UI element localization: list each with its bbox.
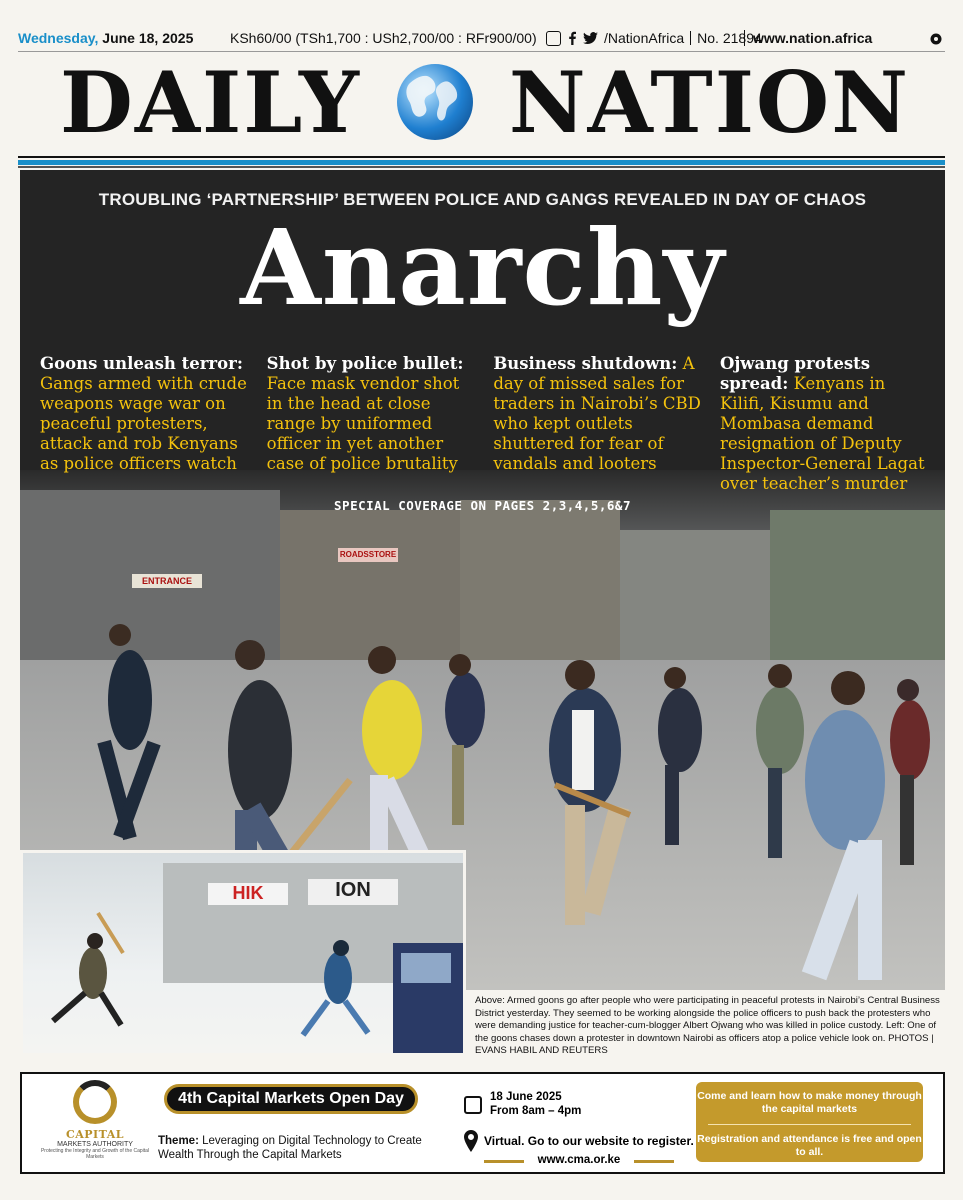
teaser-title: Goons unleash terror:	[40, 354, 243, 373]
settings-icon	[930, 33, 942, 45]
teaser-column	[40, 354, 250, 494]
event-date: 18 June 2025	[490, 1091, 562, 1103]
event-time: From 8am – 4pm	[490, 1105, 582, 1117]
teaser-column	[720, 354, 930, 494]
event-title: 4th Capital Markets Open Day	[164, 1084, 418, 1114]
promo-text-2: Registration and attendance is free and open to all.	[697, 1133, 922, 1158]
promo-text-1: Come and learn how to make money through the capital markets	[697, 1090, 922, 1115]
calendar-icon	[464, 1096, 482, 1114]
teaser-column	[493, 354, 703, 494]
social-links	[546, 30, 762, 46]
globe-icon	[397, 64, 473, 140]
inset-sign-2: ION	[308, 879, 398, 905]
event-when	[490, 1090, 581, 1118]
cma-logo	[40, 1080, 150, 1160]
cma-subname: MARKETS AUTHORITY	[57, 1141, 133, 1148]
issue-date-text: June 18, 2025	[102, 30, 194, 46]
facebook-icon	[567, 31, 577, 45]
masthead-info-bar	[18, 28, 945, 50]
teaser-title: Shot by police bullet:	[266, 354, 464, 373]
logo-text-left: DAILY	[60, 52, 361, 152]
theme-label: Theme:	[158, 1135, 199, 1147]
cma-advertisement	[20, 1072, 945, 1174]
event-venue: Virtual. Go to our website to register.	[484, 1134, 694, 1148]
cma-mark-icon	[73, 1080, 117, 1124]
inset-scene	[23, 853, 463, 1053]
location-pin-icon	[463, 1130, 479, 1152]
cover-price: KSh60/00 (TSh1,700 : USh2,700/00 : RFr900/00)	[230, 30, 537, 46]
cma-website-link[interactable]: www.cma.or.ke	[537, 1154, 621, 1166]
photo-caption	[475, 995, 945, 1058]
headline: Anarchy	[240, 206, 725, 329]
twitter-icon	[583, 32, 598, 45]
cma-name: CAPITAL	[65, 1128, 125, 1141]
instagram-icon	[546, 31, 561, 46]
store-sign-2: ROADSSTORE	[338, 548, 398, 562]
cma-tagline: Protecting the Integrity and Growth of the Capital Markets	[40, 1148, 150, 1160]
logo-rule-grey	[18, 166, 945, 168]
issue-number: No. 21894	[697, 30, 762, 46]
inset-sign: HIK	[208, 883, 288, 905]
logo-rule-blue	[18, 160, 945, 165]
newspaper-logo	[60, 54, 910, 150]
teaser-columns	[40, 354, 930, 494]
kicker: TROUBLING ‘PARTNERSHIP’ BETWEEN POLICE AND GANGS REVEALED IN DAY OF CHAOS	[98, 190, 867, 209]
photo-credit: PHOTOS | EVANS HABIL AND REUTERS	[475, 1032, 934, 1056]
promo-box	[696, 1082, 923, 1162]
teaser-body: Face mask vendor shot in the head at close range by uniformed officer in yet another case of police brutality	[266, 374, 460, 473]
teaser-title: Ojwang protests spread:	[719, 354, 871, 393]
logo-text-right: NATION	[508, 52, 910, 152]
issue-date	[18, 30, 193, 46]
teaser-body: A day of missed sales for traders in Nairobi’s CBD who kept outlets shuttered for fear of vandals and looters	[493, 354, 701, 473]
theme-text: Leveraging on Digital Technology to Create Wealth Through the Capital Markets	[158, 1135, 422, 1161]
issue-day: Wednesday,	[18, 30, 99, 46]
inset-photo	[20, 850, 466, 1056]
teaser-title: Business shutdown:	[493, 354, 678, 373]
promo-divider	[708, 1124, 911, 1125]
social-handle: /NationAfrica	[604, 30, 685, 46]
website-link[interactable]: www.nation.africa	[744, 30, 872, 46]
teaser-body: Gangs armed with crude weapons wage war on peaceful protesters, attack and rob Kenyans as police officers watch	[40, 374, 247, 473]
logo-rule-dark	[18, 156, 945, 158]
teaser-body: Kenyans in Kilifi, Kisumu and Mombasa demand resignation of Deputy Inspector-General Lagat over teacher’s murder	[719, 374, 925, 493]
caption-text: Above: Armed goons go after people who were participating in peaceful protests in Nairobi’s Central Business District yesterday. They seemed to be working alongside the police officers to push back the protesters who were demanding justice for teacher-cum-blogger Albert Ojwang who was killed in police custody. Left: One of the goons chases down a protester in downtown Nairobi as officers atop a police vehicle look on.	[475, 995, 940, 1044]
teaser-column	[267, 354, 477, 494]
store-sign: ENTRANCE	[132, 574, 202, 588]
special-coverage: SPECIAL COVERAGE ON PAGES 2,3,4,5,6&7	[334, 498, 631, 513]
event-theme	[158, 1134, 458, 1162]
